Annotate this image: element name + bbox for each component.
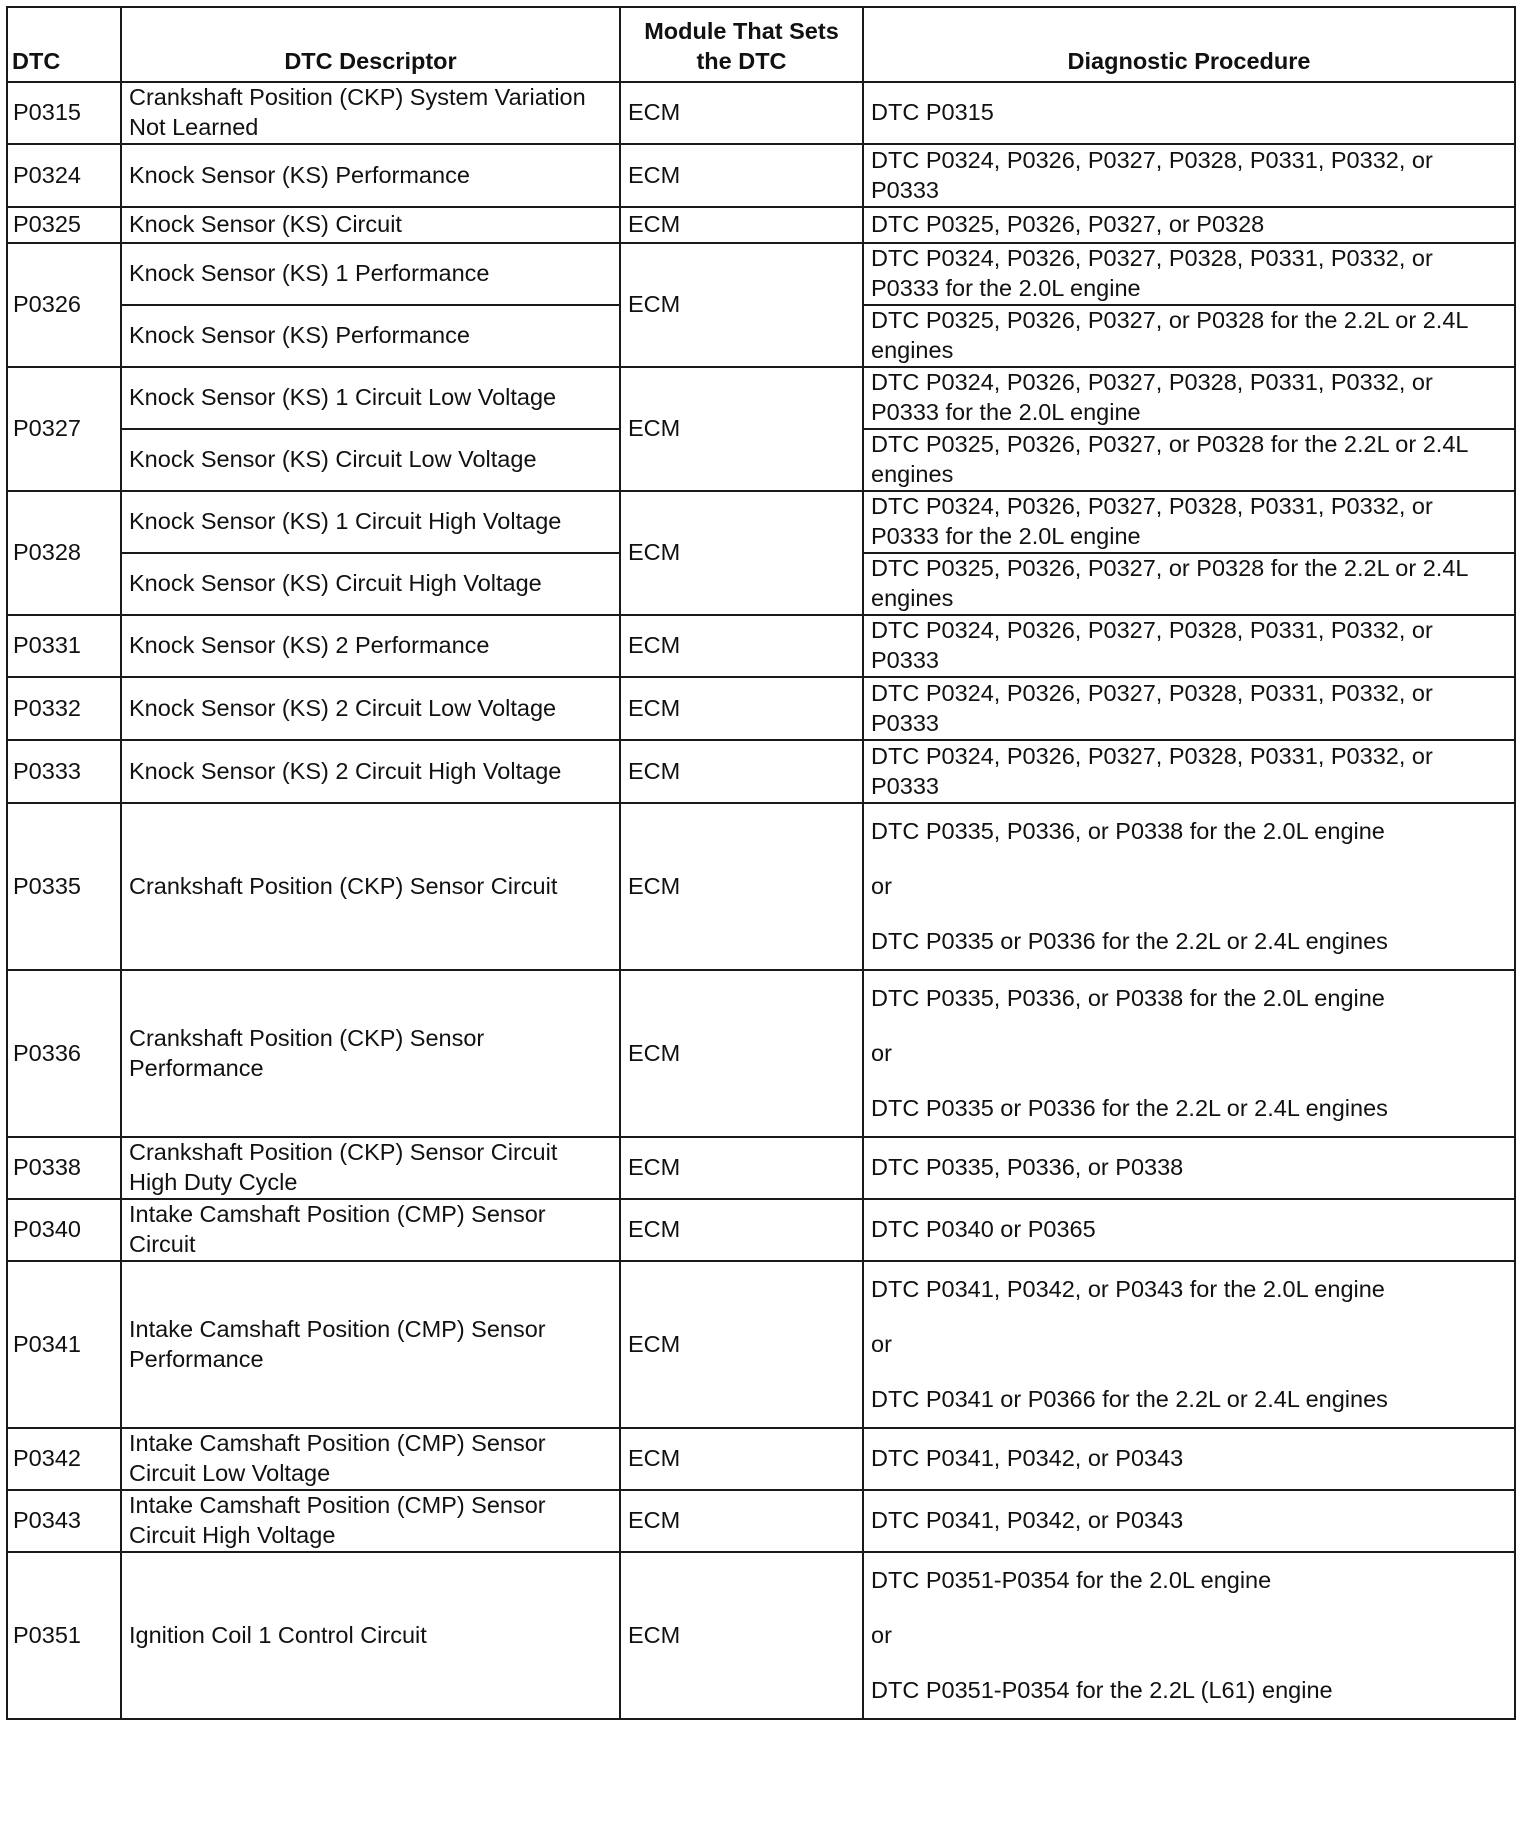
dtc-code-cell: P0342: [7, 1428, 121, 1490]
procedure-text: DTC P0351-P0354 for the 2.2L (L61) engine: [871, 1677, 1333, 1703]
diagnostic-procedure-cell: [863, 82, 1515, 144]
procedure-text: DTC P0325, P0326, P0327, or P0328 for the 2.2L or 2.4L engines: [871, 431, 1468, 487]
module-cell: ECM: [620, 82, 863, 144]
table-row: [7, 740, 1515, 803]
module-cell: ECM: [620, 491, 863, 615]
procedure-text: DTC P0341, P0342, or P0343: [871, 1507, 1184, 1534]
procedure-text: DTC P0324, P0326, P0327, P0328, P0331, P0332, or P0333: [871, 742, 1433, 799]
module-cell: ECM: [620, 1428, 863, 1490]
procedure-or-text: or: [871, 1331, 892, 1357]
dtc-code-cell: P0341: [7, 1261, 121, 1428]
procedure-text: DTC P0325, P0326, P0327, or P0328 for the 2.2L or 2.4L engines: [871, 307, 1468, 363]
procedure-or-text: or: [871, 873, 892, 899]
dtc-code-cell: P0333: [7, 740, 121, 803]
procedure-text: DTC P0315: [871, 99, 994, 126]
dtc-code-cell: P0328: [7, 491, 121, 615]
table-row: [7, 207, 1515, 243]
table-row: [7, 82, 1515, 144]
module-cell: ECM: [620, 1261, 863, 1428]
diagnostic-procedure-cell: [863, 615, 1515, 677]
module-cell: ECM: [620, 1490, 863, 1552]
dtc-descriptor-cell: Knock Sensor (KS) 1 Circuit High Voltage: [121, 491, 620, 553]
dtc-code-cell: P0336: [7, 970, 121, 1137]
dtc-code-cell: P0343: [7, 1490, 121, 1552]
diagnostic-procedure-cell: [863, 207, 1515, 243]
diagnostic-procedure-cell: [863, 1261, 1515, 1428]
procedure-text: DTC P0324, P0326, P0327, P0328, P0331, P0332, or P0333: [871, 617, 1433, 673]
procedure-text: DTC P0324, P0326, P0327, P0328, P0331, P0332, or P0333: [871, 146, 1433, 203]
module-cell: ECM: [620, 803, 863, 970]
module-cell: ECM: [620, 1137, 863, 1199]
procedure-text: DTC P0351-P0354 for the 2.0L engine: [871, 1567, 1272, 1593]
procedure-text: DTC P0335 or P0336 for the 2.2L or 2.4L engines: [871, 1095, 1388, 1121]
diagnostic-procedure-cell: [863, 1199, 1515, 1261]
procedure-text: DTC P0341, P0342, or P0343: [871, 1445, 1184, 1472]
procedure-text: DTC P0341 or P0366 for the 2.2L or 2.4L engines: [871, 1386, 1388, 1412]
dtc-descriptor-cell: Knock Sensor (KS) Performance: [121, 305, 620, 367]
diagnostic-procedure-cell: [863, 243, 1515, 305]
table-row: [7, 144, 1515, 207]
module-cell: ECM: [620, 740, 863, 803]
table-row: [7, 677, 1515, 740]
table-row: [7, 1428, 1515, 1490]
procedure-text: DTC P0324, P0326, P0327, P0328, P0331, P0332, or P0333 for the 2.0L engine: [871, 245, 1433, 301]
module-cell: ECM: [620, 243, 863, 367]
table-row: [7, 1490, 1515, 1552]
table-row: [7, 243, 1515, 305]
dtc-descriptor-cell: Crankshaft Position (CKP) Sensor Circuit: [121, 803, 620, 970]
procedure-text: DTC P0324, P0326, P0327, P0328, P0331, P0332, or P0333: [871, 679, 1433, 736]
module-cell: ECM: [620, 367, 863, 491]
header-row: [7, 7, 1515, 82]
dtc-code-cell: P0332: [7, 677, 121, 740]
dtc-descriptor-cell: Knock Sensor (KS) Performance: [121, 144, 620, 207]
procedure-text: DTC P0340 or P0365: [871, 1216, 1096, 1243]
procedure-text: DTC P0341, P0342, or P0343 for the 2.0L engine: [871, 1276, 1385, 1302]
dtc-code-cell: P0331: [7, 615, 121, 677]
table-row: [7, 1261, 1515, 1428]
diagnostic-procedure-cell: [863, 740, 1515, 803]
dtc-code-cell: P0338: [7, 1137, 121, 1199]
diagnostic-procedure-cell: [863, 1552, 1515, 1719]
diagnostic-procedure-cell: [863, 429, 1515, 491]
module-cell: ECM: [620, 144, 863, 207]
dtc-descriptor-cell: Knock Sensor (KS) 2 Circuit High Voltage: [121, 740, 620, 803]
diagnostic-procedure-cell: [863, 803, 1515, 970]
diagnostic-procedure-cell: [863, 144, 1515, 207]
dtc-code-cell: P0315: [7, 82, 121, 144]
dtc-descriptor-cell: Intake Camshaft Position (CMP) Sensor Circuit High Voltage: [121, 1490, 620, 1552]
procedure-or-text: or: [871, 1040, 892, 1066]
dtc-descriptor-cell: Knock Sensor (KS) Circuit Low Voltage: [121, 429, 620, 491]
procedure-text: DTC P0325, P0326, P0327, or P0328 for the 2.2L or 2.4L engines: [871, 555, 1468, 611]
table-row: [7, 1137, 1515, 1199]
dtc-code-cell: P0324: [7, 144, 121, 207]
diagnostic-procedure-cell: [863, 367, 1515, 429]
dtc-descriptor-cell: Ignition Coil 1 Control Circuit: [121, 1552, 620, 1719]
diagnostic-procedure-cell: [863, 1137, 1515, 1199]
module-cell: ECM: [620, 677, 863, 740]
dtc-descriptor-cell: Crankshaft Position (CKP) Sensor Circuit High Duty Cycle: [121, 1137, 620, 1199]
dtc-table: [6, 6, 1516, 1720]
dtc-descriptor-cell: Knock Sensor (KS) Circuit High Voltage: [121, 553, 620, 615]
dtc-code-cell: P0351: [7, 1552, 121, 1719]
dtc-descriptor-cell: Intake Camshaft Position (CMP) Sensor Circuit Low Voltage: [121, 1428, 620, 1490]
dtc-descriptor-cell: Knock Sensor (KS) 2 Performance: [121, 615, 620, 677]
table-row: [7, 803, 1515, 970]
dtc-descriptor-cell: Knock Sensor (KS) 2 Circuit Low Voltage: [121, 677, 620, 740]
table-row: [7, 491, 1515, 553]
table-row: [7, 615, 1515, 677]
diagnostic-procedure-cell: [863, 305, 1515, 367]
procedure-text: DTC P0335, P0336, or P0338 for the 2.0L engine: [871, 985, 1385, 1011]
dtc-table-body: [7, 82, 1515, 1719]
dtc-descriptor-cell: Intake Camshaft Position (CMP) Sensor Performance: [121, 1261, 620, 1428]
module-cell: ECM: [620, 207, 863, 243]
dtc-descriptor-cell: Crankshaft Position (CKP) System Variation Not Learned: [121, 82, 620, 144]
module-cell: ECM: [620, 615, 863, 677]
dtc-descriptor-cell: Intake Camshaft Position (CMP) Sensor Circuit: [121, 1199, 620, 1261]
table-row: [7, 1552, 1515, 1719]
procedure-text: DTC P0324, P0326, P0327, P0328, P0331, P0332, or P0333 for the 2.0L engine: [871, 493, 1433, 549]
dtc-descriptor-cell: Knock Sensor (KS) 1 Performance: [121, 243, 620, 305]
procedure-or-text: or: [871, 1622, 892, 1648]
procedure-text: DTC P0335, P0336, or P0338: [871, 1154, 1184, 1181]
procedure-text: DTC P0325, P0326, P0327, or P0328: [871, 211, 1265, 238]
dtc-descriptor-cell: Knock Sensor (KS) 1 Circuit Low Voltage: [121, 367, 620, 429]
diagnostic-procedure-cell: [863, 970, 1515, 1137]
dtc-descriptor-cell: Crankshaft Position (CKP) Sensor Performance: [121, 970, 620, 1137]
table-row: [7, 970, 1515, 1137]
dtc-code-cell: P0335: [7, 803, 121, 970]
table-row: [7, 1199, 1515, 1261]
diagnostic-procedure-cell: [863, 1428, 1515, 1490]
dtc-descriptor-cell: Knock Sensor (KS) Circuit: [121, 207, 620, 243]
procedure-text: DTC P0324, P0326, P0327, P0328, P0331, P0332, or P0333 for the 2.0L engine: [871, 369, 1433, 425]
diagnostic-procedure-cell: [863, 491, 1515, 553]
diagnostic-procedure-cell: [863, 553, 1515, 615]
dtc-code-cell: P0340: [7, 1199, 121, 1261]
procedure-text: DTC P0335 or P0336 for the 2.2L or 2.4L engines: [871, 928, 1388, 954]
header-module: Module That Sets the DTC: [620, 7, 863, 82]
dtc-code-cell: P0327: [7, 367, 121, 491]
document-page: [6, 6, 1514, 1720]
dtc-code-cell: P0325: [7, 207, 121, 243]
diagnostic-procedure-cell: [863, 677, 1515, 740]
module-cell: ECM: [620, 1552, 863, 1719]
header-dtc: DTC: [7, 7, 121, 82]
diagnostic-procedure-cell: [863, 1490, 1515, 1552]
header-descriptor: DTC Descriptor: [121, 7, 620, 82]
procedure-text: DTC P0335, P0336, or P0338 for the 2.0L engine: [871, 818, 1385, 844]
dtc-code-cell: P0326: [7, 243, 121, 367]
module-cell: ECM: [620, 1199, 863, 1261]
module-cell: ECM: [620, 970, 863, 1137]
header-procedure: Diagnostic Procedure: [863, 7, 1515, 82]
table-row: [7, 367, 1515, 429]
